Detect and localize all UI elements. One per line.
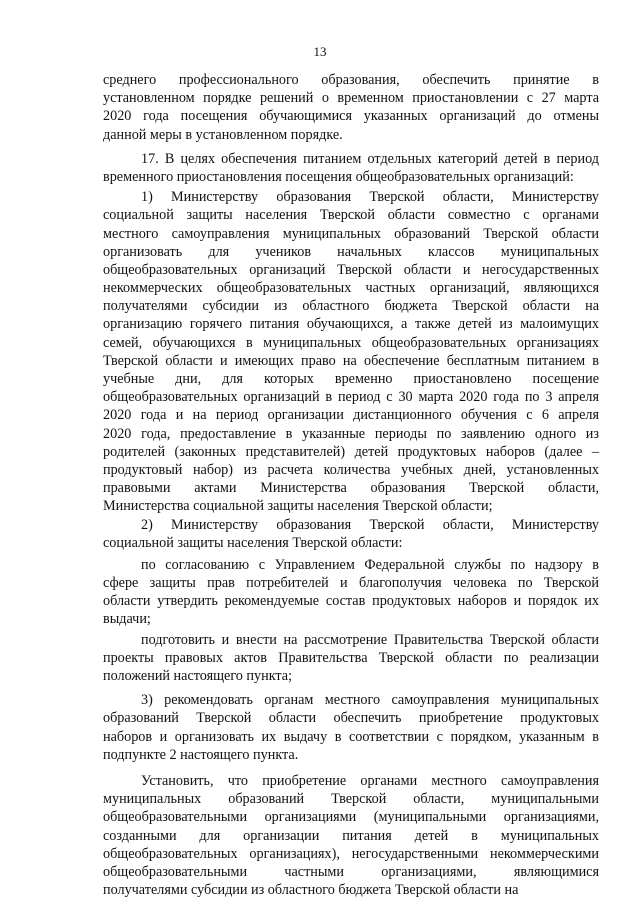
- text-line: сфере защиты прав потребителей и благополучия человека по Тверской: [103, 575, 599, 592]
- text-line: подготовить и внести на рассмотрение Правительства Тверской области: [141, 631, 599, 648]
- text-line: Установить, что приобретение органами местного самоуправления: [141, 772, 599, 789]
- text-line: области утвердить рекомендуемые состав продуктовых наборов и порядок их: [103, 593, 599, 610]
- text-line: организацию горячего питания обучающихся, а также детей из малоимущих: [103, 316, 599, 333]
- text-line: 3) рекомендовать органам местного самоуправления муниципальных: [141, 692, 599, 709]
- text-line: Тверской области и имеющих право на обеспечение бесплатным питанием в: [103, 352, 599, 369]
- paragraph-spacer: [103, 764, 599, 772]
- paragraph-p8: [103, 772, 599, 899]
- paragraph-p4: [103, 516, 599, 552]
- text-line: продуктовый набор) из расчета количества учебных дней, установленных: [103, 461, 599, 478]
- paragraph-p7: [103, 691, 599, 764]
- text-line: 2020 года, предоставление в указанные периоды по заявлению одного из: [103, 425, 599, 442]
- text-line: родителей (законных представителей) детей продуктовых наборов (далее –: [103, 443, 599, 460]
- text-line: общеобразовательных организаций в период с 30 марта 2020 года по 3 апреля: [103, 389, 599, 406]
- text-line: общеобразовательных организаций Тверской области и негосударственных: [103, 261, 599, 278]
- paragraph-p2: [103, 150, 599, 186]
- text-line: созданными для организации питания детей в муниципальных: [103, 827, 599, 844]
- paragraph-p1: [103, 71, 599, 144]
- text-line: правовыми актами Министерства образования Тверской области,: [103, 480, 599, 497]
- paragraph-p5: [103, 556, 599, 629]
- text-line: муниципальных образований Тверской области, муниципальными: [103, 791, 599, 808]
- text-line: 17. В целях обеспечения питанием отдельных категорий детей в период: [141, 150, 599, 167]
- text-line: установленном порядке решений о временном приостановлении с 27 марта: [103, 90, 599, 107]
- paragraph-p6: [103, 631, 599, 686]
- text-line: проекты правовых актов Правительства Тверской области по реализации: [103, 649, 599, 666]
- text-line: некоммерческих общеобразовательных частных организаций, являющихся: [103, 280, 599, 297]
- text-line: среднего профессионального образования, обеспечить принятие в: [103, 72, 599, 88]
- text-line: наборов и организовать их выдачу в соответствии с порядком, указанным в: [103, 728, 599, 745]
- text-line: местного самоуправления муниципальных образований Тверской области: [103, 225, 599, 242]
- text-line: общеобразовательными организациями (муниципальными организациями,: [103, 809, 599, 826]
- text-line: социальной защиты населения Тверской области совместно с органами: [103, 207, 599, 224]
- text-line: 2020 года и на период организации дистанционного обучения с 6 апреля: [103, 407, 599, 424]
- text-line: общеобразовательными частными организациями, являющимися: [103, 863, 599, 880]
- text-line: по согласованию с Управлением Федеральной службы по надзору в: [141, 556, 599, 573]
- text-line: временного приостановления посещения общеобразовательных организаций:: [103, 168, 574, 185]
- text-line: подпункте 2 настоящего пункта.: [103, 746, 299, 763]
- text-line: общеобразовательных организациях), негосударственными некоммерческими: [103, 845, 599, 862]
- paragraph-p3: [103, 188, 599, 515]
- text-line: выдачи;: [103, 611, 151, 628]
- text-line: организовать для учеников начальных классов муниципальных: [103, 243, 599, 260]
- text-line: получателями субсидии из областного бюджета Тверской области на: [103, 298, 599, 315]
- text-line: учебные дни, для которых временно приостановлено посещение: [103, 371, 599, 387]
- text-line: 2) Министерству образования Тверской области, Министерству: [141, 516, 599, 533]
- text-line: 1) Министерству образования Тверской области, Министерству: [141, 189, 599, 206]
- text-line: семей, обучающихся в муниципальных общеобразовательных организациях: [103, 334, 599, 351]
- document-body: [103, 71, 599, 899]
- text-line: социальной защиты населения Тверской области:: [103, 534, 403, 551]
- text-line: данной меры в установленном порядке.: [103, 126, 343, 143]
- text-line: Министерства социальной защиты населения Тверской области;: [103, 498, 493, 515]
- text-line: образований Тверской области обеспечить приобретение продуктовых: [103, 710, 599, 727]
- text-line: 2020 года посещения обучающимися указанных организаций до отмены: [103, 108, 599, 125]
- text-line: положений настоящего пункта;: [103, 668, 293, 684]
- text-line: получателями субсидии из областного бюджета Тверской области на: [103, 882, 519, 899]
- page-number: 13: [313, 44, 327, 59]
